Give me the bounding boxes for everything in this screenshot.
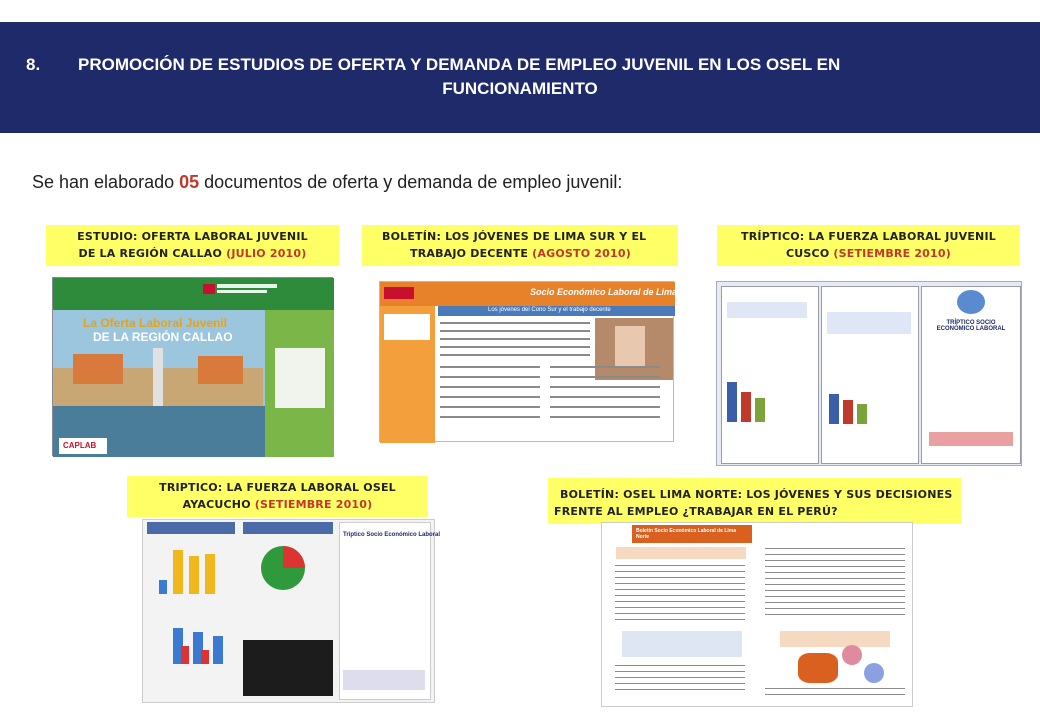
intro-before: Se han elaborado xyxy=(32,172,180,192)
thumb-title: Boletín Socio Económico Laboral de Lima Norte xyxy=(636,528,737,540)
doc-label-line1: BOLETÍN: LOS JÓVENES DE LIMA SUR Y EL xyxy=(382,230,647,243)
thumb-title: La Oferta Laboral Juvenil xyxy=(83,316,228,330)
doc-label-date: (JULIO 2010) xyxy=(226,247,307,260)
thumb-subtitle: Los jóvenes del Cono Sur y el trabajo decente xyxy=(488,307,611,313)
doc-label-date: (SETIEMBRE 2010) xyxy=(833,247,951,260)
thumbnail-callao xyxy=(52,277,333,456)
thumb-title: Socio Económico Laboral de Lima Sur xyxy=(530,287,695,297)
section-number: 8. xyxy=(26,55,41,74)
doc-label-line1: TRÍPTICO: LA FUERZA LABORAL JUVENIL xyxy=(741,230,996,243)
intro-text xyxy=(32,172,622,193)
slide-title-line1: PROMOCIÓN DE ESTUDIOS DE OFERTA Y DEMANDA DE EMPLEO JUVENIL EN LOS OSEL EN xyxy=(78,55,841,74)
doc-label-ayacucho xyxy=(127,476,428,517)
slide-title-line2: FUNCIONAMIENTO xyxy=(442,79,598,98)
doc-label-line2: CUSCO (SETIEMBRE 2010) xyxy=(786,247,951,260)
intro-after: documentos de oferta y demanda de empleo juvenil: xyxy=(199,172,623,192)
doc-label-line1: BOLETÍN: OSEL LIMA NORTE: LOS JÓVENES Y SUS DECISIONES xyxy=(560,488,953,501)
thumb-title: Tríptico Socio Económico Laboral xyxy=(343,532,441,538)
doc-label-date: (AGOSTO 2010) xyxy=(532,247,631,260)
doc-label-lima-norte xyxy=(548,478,961,524)
thumb-org: CAPLAB xyxy=(63,441,97,450)
doc-label-lima-sur xyxy=(362,225,678,266)
thumb-title: TRÍPTICO SOCIO ECONÓMICO LABORAL xyxy=(936,320,1006,332)
doc-label-line2: TRABAJO DECENTE (AGOSTO 2010) xyxy=(410,247,631,260)
thumbnail-cusco xyxy=(716,281,1022,466)
doc-label-line2: AYACUCHO (SETIEMBRE 2010) xyxy=(182,498,373,511)
doc-label-callao xyxy=(46,225,339,266)
doc-label-line1: ESTUDIO: OFERTA LABORAL JUVENIL xyxy=(77,230,308,243)
thumb-subtitle: DE LA REGIÓN CALLAO xyxy=(93,330,233,344)
doc-label-cusco xyxy=(717,225,1020,266)
doc-label-line2: FRENTE AL EMPLEO ¿TRABAJAR EN EL PERÚ? xyxy=(554,505,838,518)
doc-label-line1: TRIPTICO: LA FUERZA LABORAL OSEL xyxy=(159,481,396,494)
doc-label-line2: DE LA REGIÓN CALLAO (JULIO 2010) xyxy=(78,247,307,260)
doc-label-date: (SETIEMBRE 2010) xyxy=(254,498,373,511)
thumbnail-ayacucho xyxy=(142,519,441,703)
document-count: 05 xyxy=(179,172,200,192)
slide-header xyxy=(0,22,1040,133)
